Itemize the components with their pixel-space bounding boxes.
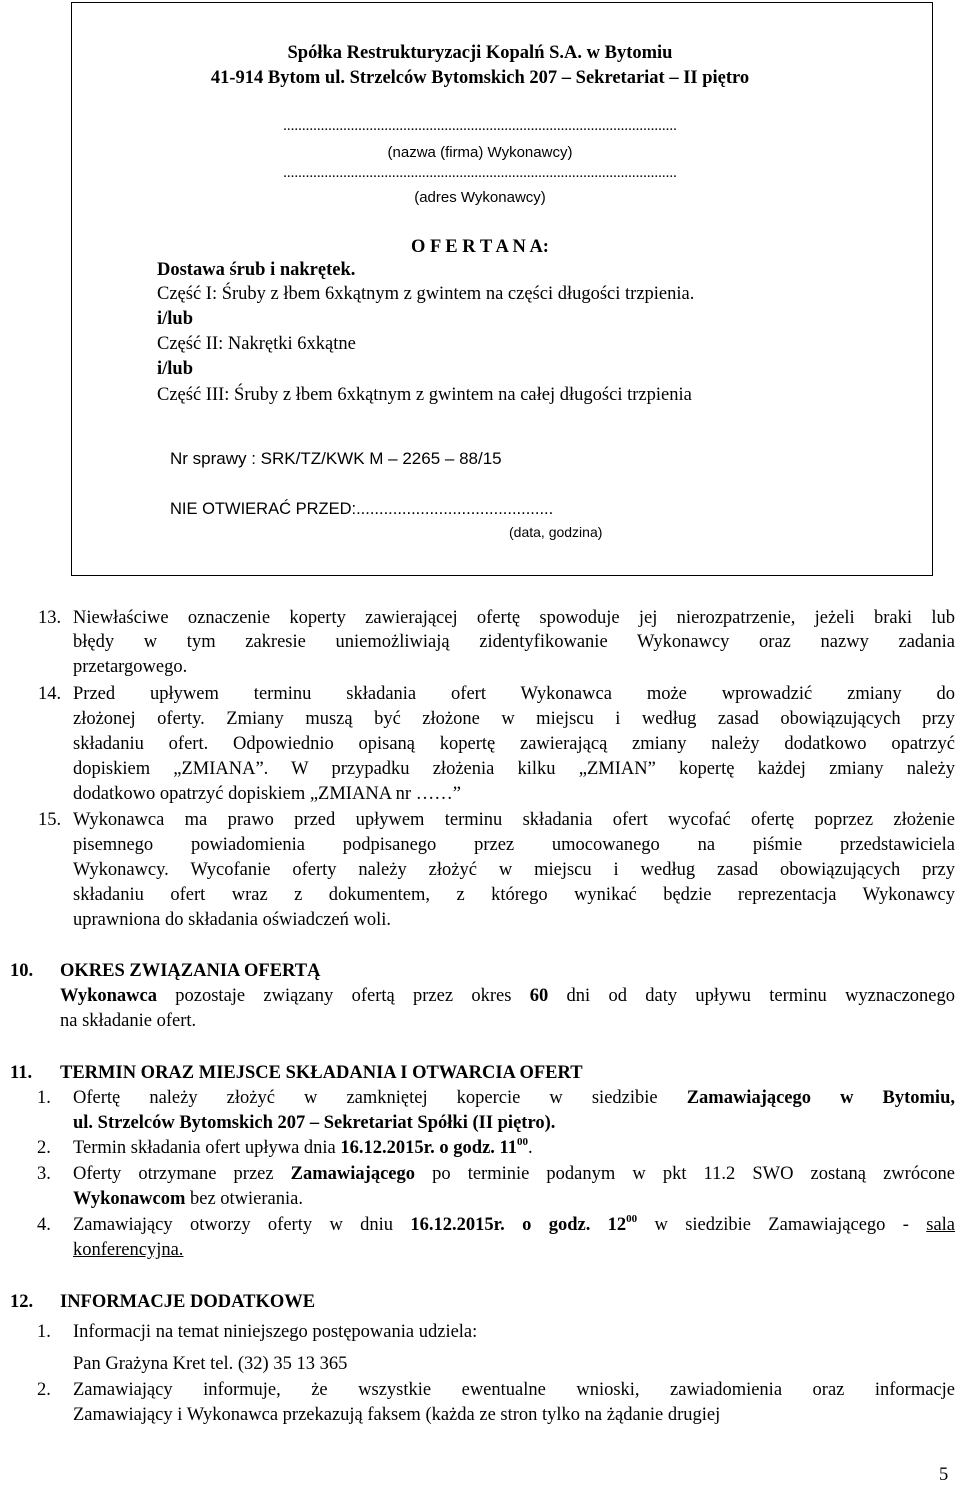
s11-p1-line2: ul. Strzelców Bytomskich 207 – Sekretariat Spółki (II piętro). xyxy=(73,1113,556,1133)
s11-p2-line: Termin składania ofert upływa dnia 16.12.2015r. o godz. $11^{00}$. xyxy=(73,1136,533,1158)
s11-p2-number: 2. xyxy=(37,1138,51,1158)
s12-p1-line: Informacji na temat niniejszego postępowania udziela: xyxy=(73,1322,478,1342)
item-14-line: Przed upływem terminu składania ofert Wykonawca może wprowadzić zmiany do xyxy=(73,684,955,704)
s11-p3-line2: Wykonawcom bez otwierania. xyxy=(73,1189,303,1209)
company-name: Spółka Restrukturyzacji Kopalń S.A. w Bytomiu xyxy=(287,43,673,63)
item-15-line: Wykonawcy. Wycofanie oferty należy złożyć w miejscu i według zasad obowiązujących przy xyxy=(73,860,955,880)
section-10-line1: Wykonawca pozostaje związany ofertą przez okres 60 dni od daty upływu terminu wyznaczonego xyxy=(60,986,955,1006)
s12-p2-line1: Zamawiający informuje, że wszystkie ewentualne wnioski, zawiadomienia oraz informacje xyxy=(73,1380,955,1400)
s12-p1-number: 1. xyxy=(37,1322,51,1342)
item-15-number: 15. xyxy=(38,810,62,830)
s11-p1-line1: Ofertę należy złożyć w zamkniętej kopercie w siedzibie Zamawiającego w Bytomiu, xyxy=(73,1088,955,1108)
item-13-line: Niewłaściwe oznaczenie koperty zawierającej ofertę spowoduje jej nierozpatrzenie, jeżeli braki lub xyxy=(73,608,955,628)
do-not-open: NIE OTWIERAĆ PRZED:........................................... xyxy=(170,500,554,518)
item-15-line: składaniu ofert wraz z dokumentem, z którego wynikać będzie reprezentacja Wykonawcy xyxy=(73,885,955,905)
date-label: (data, godzina) xyxy=(509,524,603,540)
address-label: (adres Wykonawcy) xyxy=(414,189,546,206)
case-number: Nr sprawy : SRK/TZ/KWK M – 2265 – 88/15 xyxy=(170,449,502,468)
page-number: 5 xyxy=(939,1465,949,1485)
item-15-line: uprawniona do składania oświadczeń woli. xyxy=(73,910,392,930)
section-12-number: 12. xyxy=(10,1292,34,1312)
and-or-2: i/lub xyxy=(157,359,193,379)
section-12-title: INFORMACJE DODATKOWE xyxy=(60,1292,316,1312)
firm-label: (nazwa (firma) Wykonawcy) xyxy=(387,144,573,161)
offer-heading: O F E R T A N A: xyxy=(411,237,549,257)
s12-p2-number: 2. xyxy=(37,1380,51,1400)
s11-p4-line1: Zamawiający otworzy oferty w dniu 16.12.2015r. o godz. $12^{00}$ w siedzibie Zamawiającego - sala xyxy=(73,1213,956,1235)
section-11-title: TERMIN ORAZ MIEJSCE SKŁADANIA I OTWARCIA OFERT xyxy=(60,1063,583,1083)
item-14-line: składaniu ofert. Odpowiednio opisaną kopertę zawierającą zmiany należy dodatkowo opatrzyć xyxy=(73,734,955,754)
item-14-line: dodatkowo opatrzyć dopiskiem „ZMIANA nr ……” xyxy=(73,784,461,804)
firm-dots: ......................................................................................................... xyxy=(283,118,677,134)
s12-contact: Pan Grażyna Kret tel. (32) 35 13 365 xyxy=(73,1354,348,1374)
address-dots: ......................................................................................................... xyxy=(283,165,677,181)
section-10-title: OKRES ZWIĄZANIA OFERTĄ xyxy=(60,961,321,981)
days-count: 60 xyxy=(529,986,549,1006)
item-14-number: 14. xyxy=(38,684,62,704)
s11-p3-number: 3. xyxy=(37,1164,51,1184)
section-11-number: 11. xyxy=(10,1063,33,1083)
and-or-1: i/lub xyxy=(157,309,193,329)
company-address: 41-914 Bytom ul. Strzelców Bytomskich 207 – Sekretariat – II piętro xyxy=(210,68,750,88)
s11-p4-number: 4. xyxy=(37,1215,51,1235)
item-15-line: Wykonawca ma prawo przed upływem terminu składania ofert wycofać ofertę poprzez złożenie xyxy=(73,810,955,830)
item-14-line: dopiskiem „ZMIANA”. W przypadku złożenia kilku „ZMIAN” kopertę każdej zmiany należy xyxy=(73,759,955,779)
item-15-line: pisemnego powiadomienia podpisanego przez umocowanego na piśmie przedstawiciela xyxy=(73,835,955,855)
part-1: Część I: Śruby z łbem 6xkątnym z gwintem na części długości trzpienia. xyxy=(157,284,695,304)
section-10-line2: na składanie ofert. xyxy=(60,1011,197,1031)
item-13-line: błędy w tym zakresie uniemożliwiają zidentyfikowanie Wykonawcy oraz nazwy zadania xyxy=(73,632,955,652)
item-13-number: 13. xyxy=(38,608,62,628)
item-13-line: przetargowego. xyxy=(73,657,188,677)
s11-p1-number: 1. xyxy=(37,1088,51,1108)
s11-p4-line2: konferencyjna. xyxy=(73,1240,184,1260)
delivery-subject: Dostawa śrub i nakrętek. xyxy=(157,260,356,280)
contractor-bold: Wykonawca xyxy=(60,986,157,1006)
section-10-number: 10. xyxy=(10,961,34,981)
s12-p2-line2: Zamawiający i Wykonawca przekazują faksem (każda ze stron tylko na żądanie drugiej xyxy=(73,1405,721,1425)
part-2: Część II: Nakrętki 6xkątne xyxy=(157,334,356,354)
part-3: Część III: Śruby z łbem 6xkątnym z gwintem na całej długości trzpienia xyxy=(157,385,692,405)
item-14-line: złożonej oferty. Zmiany muszą być złożone w miejscu i według zasad obowiązujących przy xyxy=(73,709,955,729)
s11-p3-line1: Oferty otrzymane przez Zamawiającego po terminie podanym w pkt 11.2 SWO zostaną zwrócone xyxy=(73,1164,955,1184)
